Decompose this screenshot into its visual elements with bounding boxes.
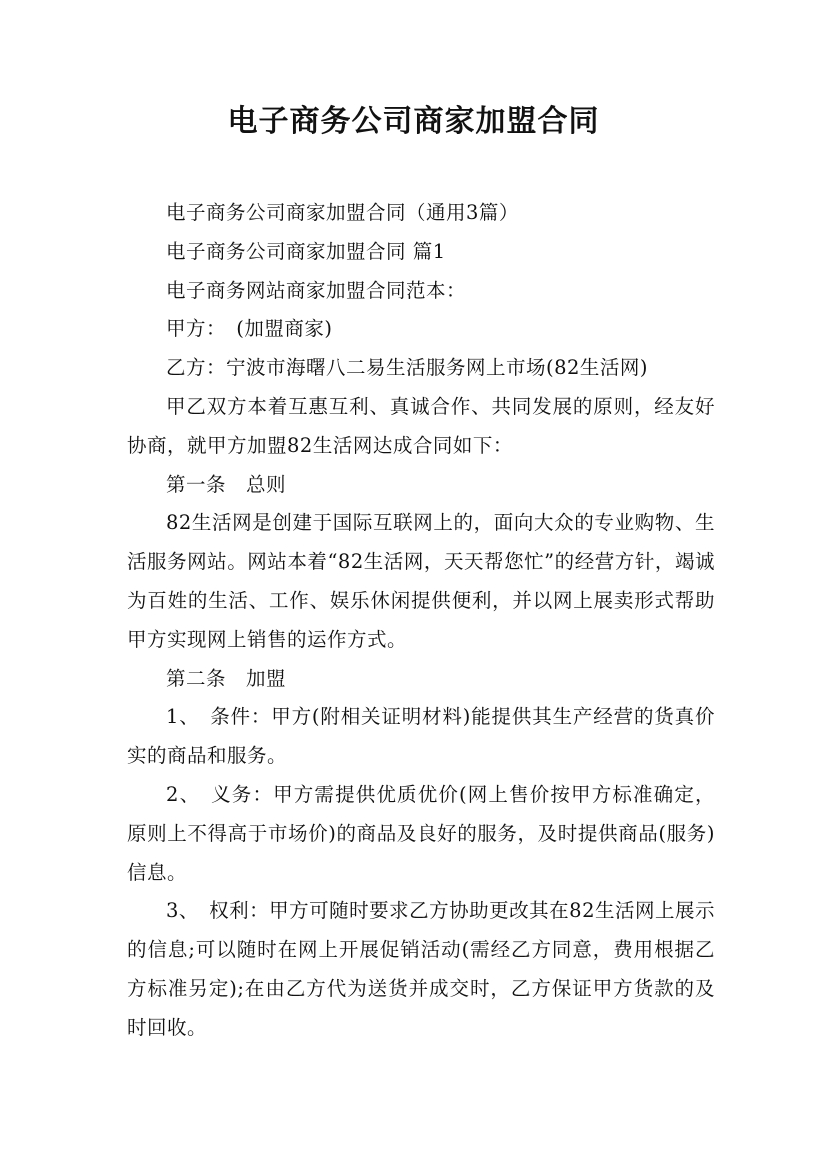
document-body xyxy=(127,194,715,1048)
paragraph-party-a: 甲方： (加盟商家) xyxy=(166,317,333,341)
paragraph-section-heading: 电子商务公司商家加盟合同 篇1 xyxy=(166,239,446,263)
paragraph-preamble: 甲乙双方本着互惠互利、真诚合作、共同发展的原则，经友好协商，就甲方加盟82生活网达成合同如下： xyxy=(127,394,715,457)
document-title: 电子商务公司商家加盟合同 xyxy=(227,104,600,139)
paragraph-clause-2: 2、 义务：甲方需提供优质优价(网上售价按甲方标准确定，原则上不得高于市场价)的商品及良好的服务，及时提供商品(服务)信息。 xyxy=(127,782,715,884)
paragraph-party-b: 乙方：宁波市海曙八二易生活服务网上市场(82生活网) xyxy=(166,356,649,380)
paragraph-article-1-heading: 第一条 总则 xyxy=(166,472,287,496)
paragraph-template-label: 电子商务网站商家加盟合同范本： xyxy=(166,278,467,302)
paragraph-subtitle: 电子商务公司商家加盟合同（通用3篇） xyxy=(166,201,519,224)
paragraph-clause-3: 3、 权利：甲方可随时要求乙方协助更改其在82生活网上展示的信息;可以随时在网上开展促销活动(需经乙方同意，费用根据乙方标准另定);在由乙方代为送货并成交时，乙方保证甲方货款的及时回收。 xyxy=(127,899,715,1039)
paragraph-article-1-body: 82生活网是创建于国际互联网上的，面向大众的专业购物、生活服务网站。网站本着“82生活网，天天帮您忙”的经营方针，竭诚为百姓的生活、工作、娱乐休闲提供便利，并以网上展卖形式帮助甲方实现网上销售的运作方式。 xyxy=(127,511,715,651)
paragraph-article-2-heading: 第二条 加盟 xyxy=(166,666,287,690)
paragraph-clause-1: 1、 条件：甲方(附相关证明材料)能提供其生产经营的货真价实的商品和服务。 xyxy=(127,705,715,768)
